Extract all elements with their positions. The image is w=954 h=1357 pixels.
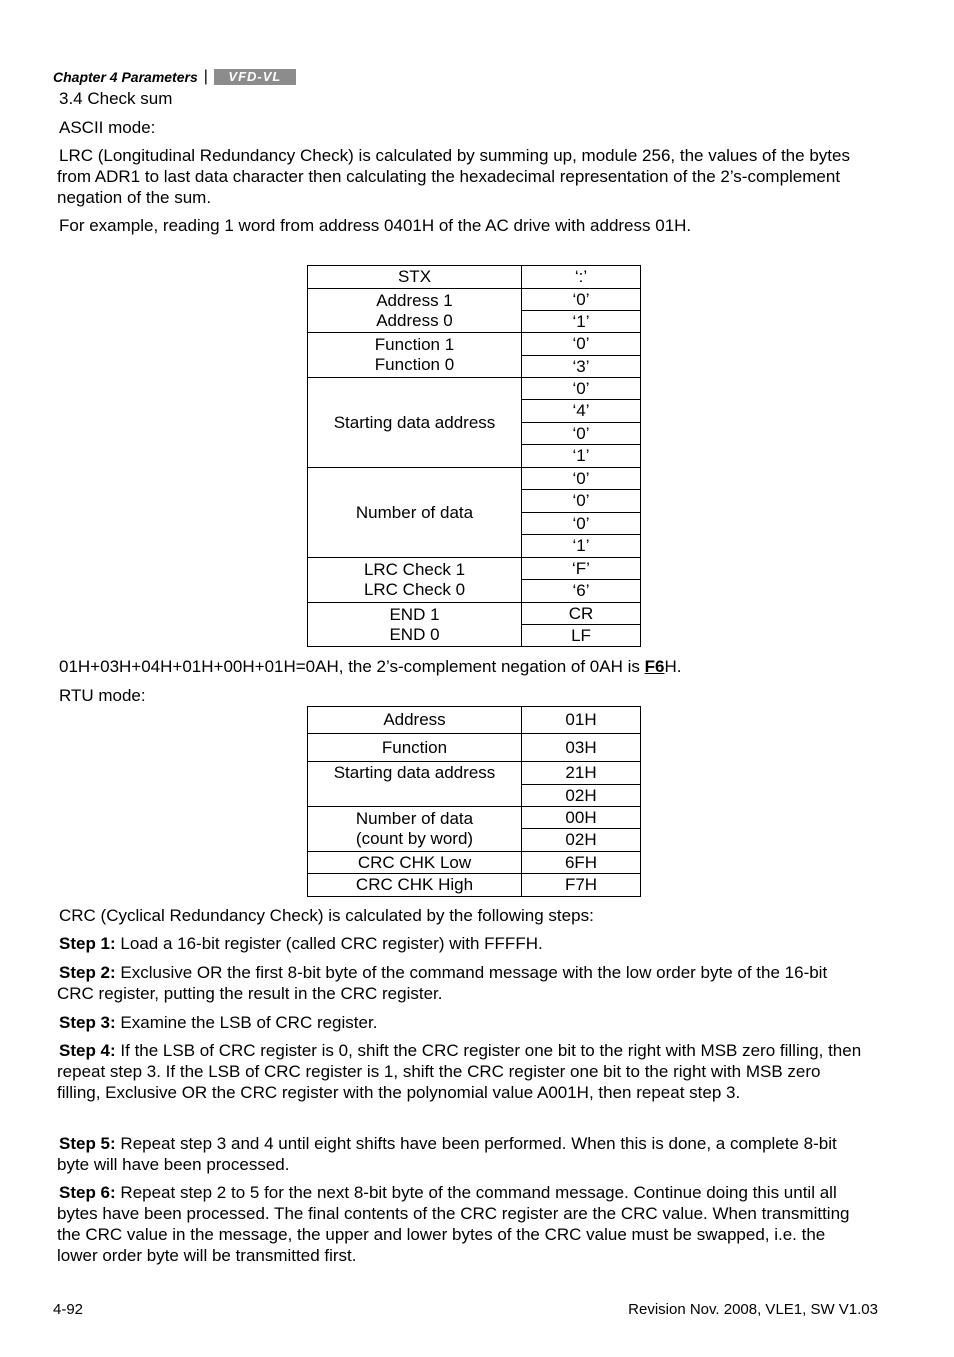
step-4	[57, 1040, 867, 1103]
example-text: For example, reading 1 word from address 0401H of the AC drive with address 01H.	[59, 216, 692, 235]
end-value: CR	[522, 603, 641, 625]
ascii-mode-label: ASCII mode:	[59, 118, 156, 137]
end-value: LF	[522, 625, 641, 647]
rtu-count-by-word-label: (count by word)	[355, 829, 474, 848]
step-text: Repeat step 3 and 4 until eight shifts have been performed. When this is done, a complete 8-bit byte will have been processed.	[57, 1134, 837, 1174]
rtu-starting-address-label: Starting data address	[308, 762, 522, 807]
end-label-cell	[308, 603, 522, 647]
rtu-mode-label: RTU mode:	[59, 686, 146, 705]
rtu-number-of-data-value: 00H	[522, 807, 641, 829]
step-label: Step 5:	[59, 1134, 116, 1153]
lrc-check-1-label: LRC Check 1	[363, 560, 466, 579]
lrc-result: F6	[644, 657, 665, 676]
address-label-cell	[308, 289, 522, 333]
starting-address-label: Starting data address	[308, 378, 522, 468]
step-label: Step 4:	[59, 1041, 116, 1060]
lrc-label-cell	[308, 558, 522, 603]
step-3	[57, 1012, 867, 1033]
vfd-vl-logo: VFD-VL	[214, 69, 296, 85]
address-value: ‘1’	[522, 311, 641, 333]
number-of-data-value: ‘0’	[522, 490, 641, 513]
step-text: Exclusive OR the first 8-bit byte of the command message with the low order byte of the 16-bit CRC register, putting the result in the CRC register.	[57, 963, 828, 1003]
function-value: ‘3’	[522, 356, 641, 378]
step-5	[57, 1133, 867, 1175]
lrc-value: ‘6’	[522, 580, 641, 603]
lrc-description: LRC (Longitudinal Redundancy Check) is calculated by summing up, module 256, the values of the bytes from ADR1 to last data character then calculating the hexadecimal representation of the 2’s-complement negation of the sum.	[57, 146, 850, 207]
header-separator: |	[203, 68, 208, 85]
stx-label: STX	[308, 266, 522, 289]
crc-intro: CRC (Cyclical Redundancy Check) is calculated by the following steps:	[59, 906, 594, 925]
address-0-label: Address 0	[376, 310, 453, 330]
starting-address-value: ‘1’	[522, 445, 641, 468]
ascii-frame-table	[307, 265, 641, 647]
page-number: 4-92	[53, 1301, 84, 1318]
step-text: Repeat step 2 to 5 for the next 8-bit byte of the command message. Continue doing this until all bytes have been processed. The final contents of the CRC register are the CRC value. When transmitting the CRC value in the message, the upper and lower bytes of the CRC value must be swapped, i.e. the lower order byte will be transmitted first.	[57, 1183, 850, 1265]
table-row	[308, 266, 641, 289]
rtu-number-of-data-value: 02H	[522, 829, 641, 852]
step-2	[57, 962, 867, 1004]
sum-line	[59, 656, 681, 677]
table-row	[308, 333, 641, 356]
rtu-crc-high-label: CRC CHK High	[308, 874, 522, 897]
number-of-data-label: Number of data	[308, 468, 522, 558]
sum-line-suffix: H.	[664, 657, 682, 676]
step-text: Examine the LSB of CRC register.	[115, 1013, 378, 1032]
lrc-value: ‘F’	[522, 558, 641, 580]
step-1	[57, 933, 867, 954]
table-row	[308, 468, 641, 490]
page-header	[53, 68, 296, 86]
step-label: Step 3:	[59, 1013, 116, 1032]
step-label: Step 2:	[59, 963, 116, 982]
end-0-label: END 0	[389, 624, 440, 644]
step-label: Step 6:	[59, 1183, 116, 1202]
rtu-address-value: 01H	[522, 707, 641, 734]
address-1-label: Address 1	[376, 290, 453, 310]
step-label: Step 1:	[59, 934, 116, 953]
step-6	[57, 1182, 867, 1266]
section-title: 3.4 Check sum	[59, 89, 173, 108]
end-1-label: END 1	[389, 604, 440, 624]
table-row	[308, 734, 641, 762]
table-row	[308, 707, 641, 734]
number-of-data-value: ‘0’	[522, 513, 641, 535]
table-row	[308, 378, 641, 400]
chapter-title: Chapter 4 Parameters	[53, 69, 198, 85]
starting-address-value: ‘0’	[522, 378, 641, 400]
rtu-number-of-data-label: Number of data	[355, 809, 474, 828]
table-row	[308, 852, 641, 874]
step-text: Load a 16-bit register (called CRC register) with FFFFH.	[115, 934, 543, 953]
rtu-crc-low-value: 6FH	[522, 852, 641, 874]
rtu-number-label-cell	[308, 807, 522, 852]
rtu-crc-high-value: F7H	[522, 874, 641, 897]
table-row	[308, 762, 641, 785]
rtu-function-value: 03H	[522, 734, 641, 762]
function-label-cell	[308, 333, 522, 378]
table-row	[308, 807, 641, 829]
number-of-data-value: ‘0’	[522, 468, 641, 490]
rtu-frame-table	[307, 706, 641, 897]
rtu-crc-low-label: CRC CHK Low	[308, 852, 522, 874]
function-value: ‘0’	[522, 333, 641, 356]
function-0-label: Function 0	[374, 355, 455, 374]
stx-value: ‘:’	[522, 266, 641, 289]
table-row	[308, 603, 641, 625]
rtu-address-label: Address	[308, 707, 522, 734]
table-row	[308, 874, 641, 897]
starting-address-value: ‘0’	[522, 423, 641, 445]
lrc-check-0-label: LRC Check 0	[363, 580, 466, 599]
function-1-label: Function 1	[374, 335, 455, 354]
rtu-starting-address-value: 21H	[522, 762, 641, 785]
table-row	[308, 289, 641, 311]
starting-address-value: ‘4’	[522, 400, 641, 423]
address-value: ‘0’	[522, 289, 641, 311]
step-text: If the LSB of CRC register is 0, shift the CRC register one bit to the right with MSB zero filling, then repeat step 3. If the LSB of CRC register is 1, shift the CRC register one bit to the right with MSB zero filling, Exclusive OR the CRC register with the polynomial value A001H, then repeat step 3.	[57, 1041, 862, 1102]
table-row	[308, 558, 641, 580]
revision-info: Revision Nov. 2008, VLE1, SW V1.03	[628, 1301, 878, 1318]
rtu-function-label: Function	[308, 734, 522, 762]
number-of-data-value: ‘1’	[522, 535, 641, 558]
sum-line-prefix: 01H+03H+04H+01H+00H+01H=0AH, the 2’s-complement negation of 0AH is	[59, 657, 645, 676]
rtu-starting-address-value: 02H	[522, 785, 641, 807]
